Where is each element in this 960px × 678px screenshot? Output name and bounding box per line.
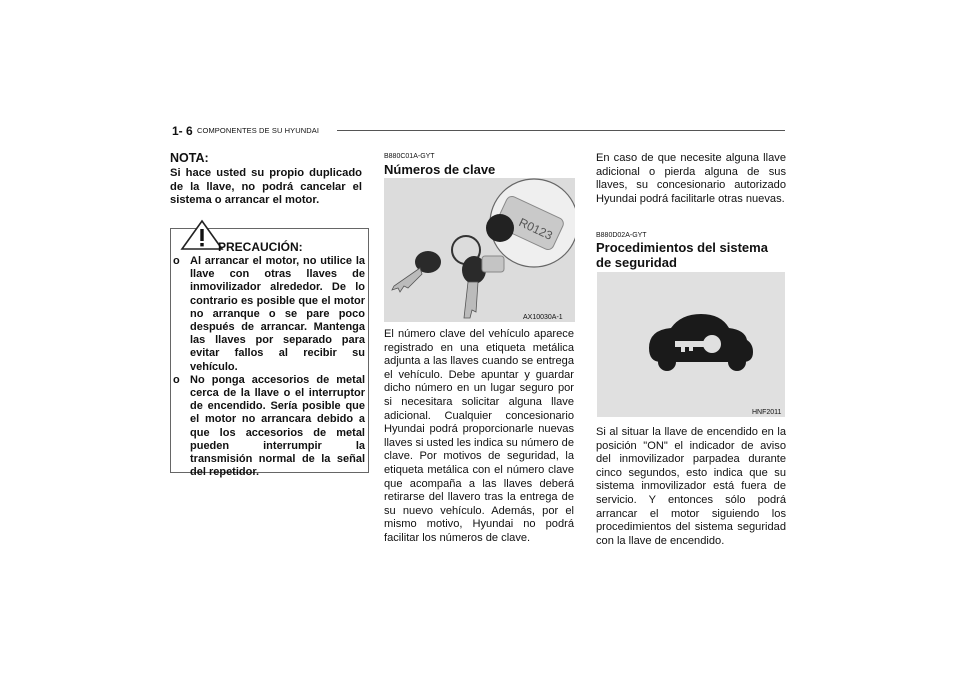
key-numbers-body: El número clave del vehículo aparece registrado en una etiqueta metálica adjunta a las llaves cuando se entrega el vehículo. Debe apuntar y guardar dicho número en un lugar seguro por si necesitara solicitar alguna llave adicional. Cualquier concesionario Hyundai podrá proporcionarle nuevas llaves si usted les indica su número de clave. Por motivos de seguridad, la etiqueta metálica con el número clave que acompaña a las llaves deberá retirarse del llavero tras la entrega de su nuevo vehículo. Además, por el mismo motivo, Hyundai no podrá facilitar los números de clave.: [384, 328, 574, 544]
caution-item-text: No ponga accesorios de metal cerca de la llave o el interruptor de encendido. Sería posible que el motor no arrancara debido a que los accesorios de metal pueden interrumpir la transmisión normal de la señal del repetidor.: [190, 373, 365, 479]
note-text: Si hace usted su propio duplicado de la llave, no podrá cancelar el sistema o arrancar el motor.: [170, 167, 362, 207]
section-code: B880C01A-GYT: [384, 153, 435, 160]
caution-heading: PRECAUCIÓN:: [218, 240, 303, 254]
caution-item: [173, 374, 365, 480]
figure-code: AX10030A-1: [523, 314, 563, 321]
header-rule: [337, 130, 785, 131]
caution-list: [173, 255, 365, 479]
immobilizer-indicator-icon: [597, 272, 785, 417]
additional-key-text: En caso de que necesite alguna llave adicional o pierda alguna de sus llaves, su concesionario autorizado Hyundai podrá facilitarle otras nuevas.: [596, 152, 786, 205]
section-code: B880D02A-GYT: [596, 232, 647, 239]
figure-code: HNF2011: [752, 409, 782, 416]
note-heading: NOTA:: [170, 151, 209, 165]
immobilizer-figure: [597, 272, 785, 417]
caution-item: [173, 255, 365, 374]
tag-number: R0123: [516, 215, 555, 243]
keys-photo: [384, 178, 575, 322]
page-number: 1- 6: [172, 124, 193, 138]
caution-item-text: Al arrancar el motor, no utilice la llave con otras llaves de inmovilizador alrededor. De lo contrario es posible que el motor no arranque o se pare poco después de arrancar. Mantenga las llaves por separado para evitar fallos al recibir su vehículo.: [190, 255, 365, 373]
keys-illustration: [384, 178, 575, 322]
caution-bullet: o: [173, 255, 180, 267]
section-title: COMPONENTES DE SU HYUNDAI: [197, 126, 320, 135]
section-heading: Números de clave: [384, 162, 496, 177]
caution-bullet: o: [173, 373, 180, 386]
section-heading: Procedimientos del sistema de seguridad: [596, 240, 768, 270]
security-body: Si al situar la llave de encendido en la posición "ON" el indicador de aviso del inmovilizador parpadea durante cinco segundos, esto indica que su sistema inmovilizador está fuera de servicio. Y entonces sólo podrá arrancar el motor siguiendo los procedimientos del sistema seguridad con la llave de encendido.: [596, 426, 786, 547]
